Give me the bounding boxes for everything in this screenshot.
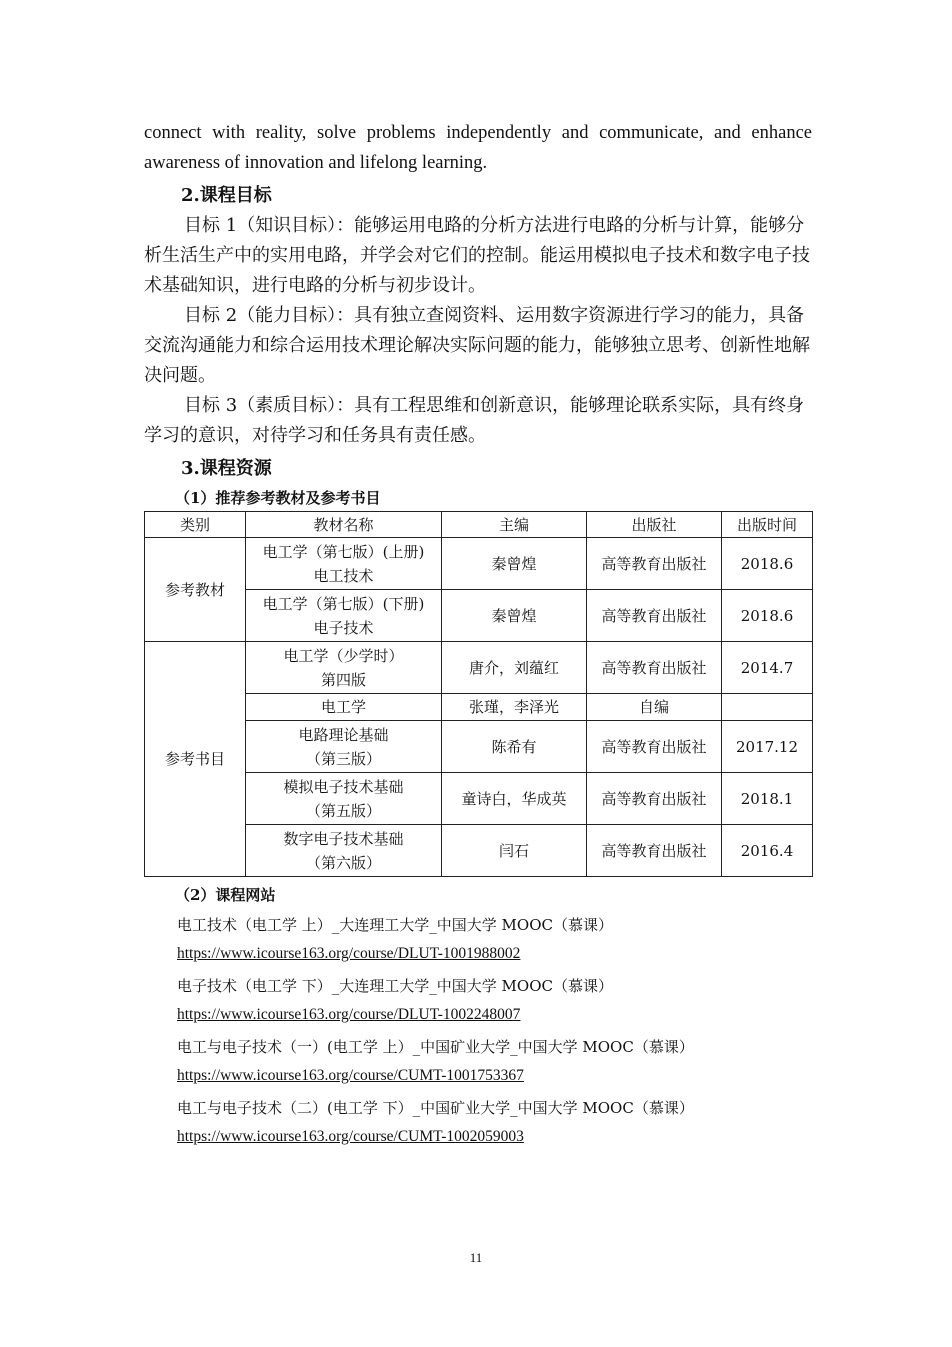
editor-cell: 陈希有	[442, 721, 587, 773]
course-link[interactable]: https://www.icourse163.org/course/DLUT-1002248007	[177, 1006, 521, 1023]
book-name-cell: 数字电子技术基础 （第六版）	[246, 825, 442, 877]
table-row	[145, 642, 813, 694]
site-title: 电子技术（电工学 下）_大连理工大学_中国大学 MOOC（慕课）	[177, 977, 613, 995]
header-year: 出版时间	[722, 512, 813, 538]
year-cell: 2018.6	[722, 538, 813, 590]
table-row	[145, 825, 813, 877]
intro-line-1: connect with reality, solve problems independently and communicate, and enhance	[144, 123, 812, 143]
section-2-heading: 2.课程目标	[181, 185, 272, 206]
goal-2-paragraph: 目标 2（能力目标）：具有独立查阅资料、运用数字资源进行学习的能力，具备交流沟通能力和综合运用技术理论解决实际问题的能力，能够独立思考、创新性地解决问题。	[144, 305, 810, 386]
site-title: 电工与电子技术（一）(电工学 上）_中国矿业大学_中国大学 MOOC（慕课）	[177, 1038, 694, 1056]
editor-cell: 闫石	[442, 825, 587, 877]
course-link[interactable]: https://www.icourse163.org/course/DLUT-1001988002	[177, 945, 521, 962]
header-publisher: 出版社	[587, 512, 722, 538]
websites-heading: （2）课程网站	[175, 886, 276, 904]
publisher-cell: 高等教育出版社	[587, 721, 722, 773]
course-link[interactable]: https://www.icourse163.org/course/CUMT-1001753367	[177, 1067, 524, 1084]
book-name-cell: 电工学（第七版）(上册) 电工技术	[246, 538, 442, 590]
reference-table	[144, 511, 813, 877]
table-header-row	[145, 512, 813, 538]
course-link[interactable]: https://www.icourse163.org/course/CUMT-1002059003	[177, 1128, 524, 1145]
book-name-cell: 电工学（少学时） 第四版	[246, 642, 442, 694]
table-row	[145, 694, 813, 721]
table-row	[145, 721, 813, 773]
publisher-cell: 高等教育出版社	[587, 773, 722, 825]
goal-3-paragraph: 目标 3（素质目标）：具有工程思维和创新意识，能够理论联系实际，具有终身学习的意识，对待学习和任务具有责任感。	[144, 395, 805, 446]
book-name-cell: 电工学	[246, 694, 442, 721]
book-name-cell: 电路理论基础 （第三版）	[246, 721, 442, 773]
publisher-cell: 高等教育出版社	[587, 590, 722, 642]
book-name-cell: 电工学（第七版）(下册) 电子技术	[246, 590, 442, 642]
year-cell: 2014.7	[722, 642, 813, 694]
table-row	[145, 590, 813, 642]
section-3-heading: 3.课程资源	[181, 458, 272, 479]
goal-1-paragraph: 目标 1（知识目标）：能够运用电路的分析方法进行电路的分析与计算，能够分析生活生产中的实用电路，并学会对它们的控制。能运用模拟电子技术和数字电子技术基础知识，进行电路的分析与初步设计。	[144, 215, 810, 296]
year-cell: 2018.6	[722, 590, 813, 642]
header-category: 类别	[145, 512, 246, 538]
editor-cell: 张瑾，李泽光	[442, 694, 587, 721]
header-book-name: 教材名称	[246, 512, 442, 538]
table-row	[145, 538, 813, 590]
editor-cell: 秦曾煌	[442, 538, 587, 590]
intro-line-2: awareness of innovation and lifelong learning.	[144, 153, 488, 173]
year-cell	[722, 694, 813, 721]
group-cell-reference-books: 参考书目	[145, 642, 246, 877]
publisher-cell: 高等教育出版社	[587, 825, 722, 877]
table-row	[145, 773, 813, 825]
editor-cell: 秦曾煌	[442, 590, 587, 642]
publisher-cell: 高等教育出版社	[587, 642, 722, 694]
editor-cell: 唐介，刘蕴红	[442, 642, 587, 694]
group-cell-textbooks: 参考教材	[145, 538, 246, 642]
header-editor: 主编	[442, 512, 587, 538]
publisher-cell: 自编	[587, 694, 722, 721]
site-title: 电工与电子技术（二）(电工学 下）_中国矿业大学_中国大学 MOOC（慕课）	[177, 1099, 694, 1117]
editor-cell: 童诗白，华成英	[442, 773, 587, 825]
publisher-cell: 高等教育出版社	[587, 538, 722, 590]
book-name-cell: 模拟电子技术基础 （第五版）	[246, 773, 442, 825]
site-title: 电工技术（电工学 上）_大连理工大学_中国大学 MOOC（慕课）	[177, 916, 613, 934]
year-cell: 2017.12	[722, 721, 813, 773]
year-cell: 2018.1	[722, 773, 813, 825]
page-number: 11	[469, 1250, 483, 1265]
table-caption: （1）推荐参考教材及参考书目	[175, 489, 381, 507]
year-cell: 2016.4	[722, 825, 813, 877]
